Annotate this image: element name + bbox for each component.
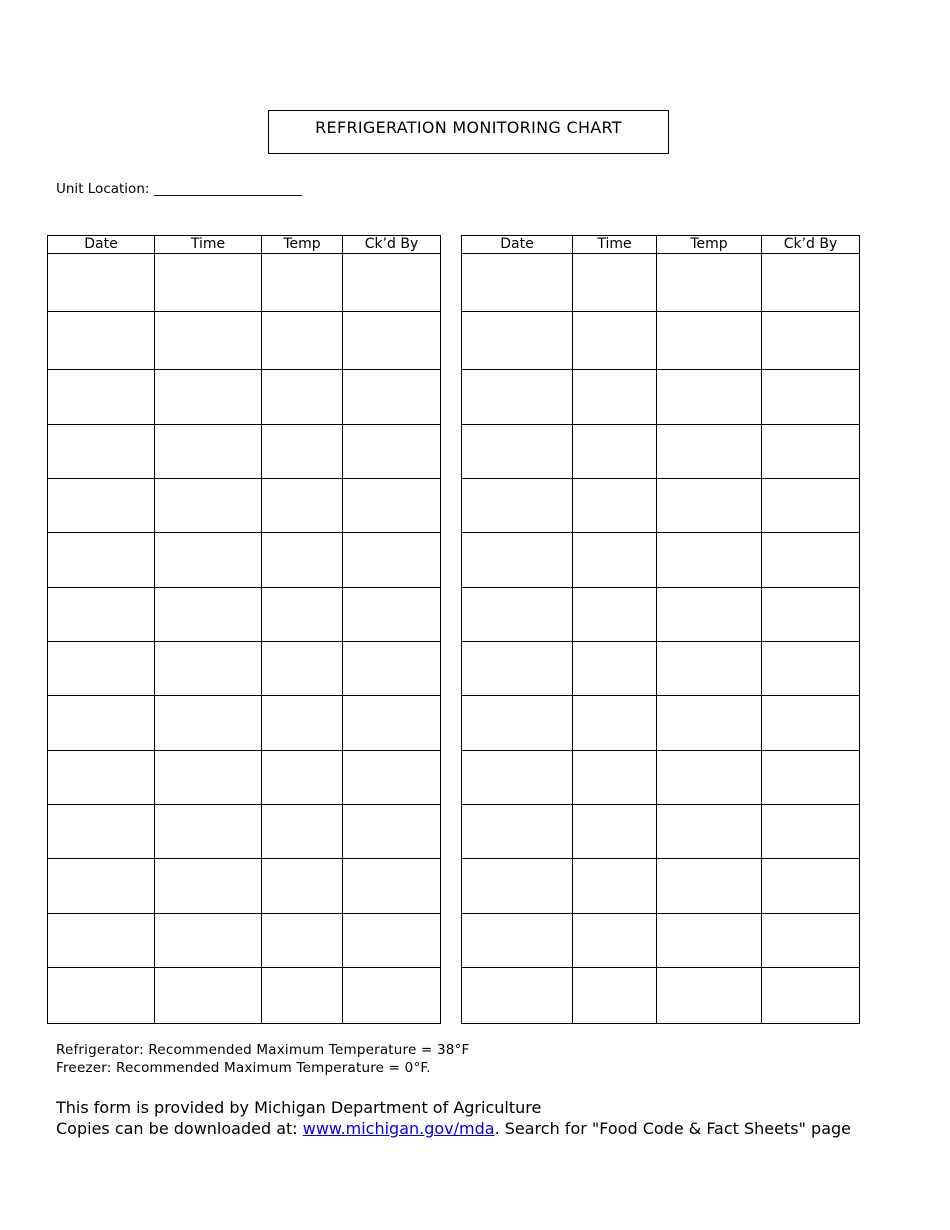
column-header-temp: Temp	[657, 236, 762, 254]
cell-temp[interactable]	[262, 696, 343, 751]
cell-date[interactable]	[462, 696, 573, 751]
cell-temp[interactable]	[657, 425, 762, 479]
cell-date[interactable]	[462, 312, 573, 370]
table-row	[462, 642, 860, 696]
cell-temp[interactable]	[262, 859, 343, 914]
cell-time[interactable]	[155, 751, 262, 805]
table-row	[48, 642, 441, 696]
table-row	[48, 805, 441, 859]
cell-date[interactable]	[462, 254, 573, 312]
cell-checked-by[interactable]	[762, 254, 860, 312]
table-row	[462, 968, 860, 1024]
cell-temp[interactable]	[657, 533, 762, 588]
cell-checked-by[interactable]	[343, 751, 441, 805]
cell-temp[interactable]	[657, 805, 762, 859]
cell-temp[interactable]	[262, 254, 343, 312]
cell-temp[interactable]	[657, 914, 762, 968]
table-row	[462, 914, 860, 968]
cell-checked-by[interactable]	[343, 805, 441, 859]
footer-download	[56, 1118, 851, 1139]
cell-checked-by[interactable]	[343, 914, 441, 968]
log-table-left	[47, 235, 441, 1024]
cell-time[interactable]	[573, 254, 657, 312]
cell-date[interactable]	[48, 751, 155, 805]
column-header-checked-by: Ck’d By	[343, 236, 441, 254]
cell-checked-by[interactable]	[762, 751, 860, 805]
cell-checked-by[interactable]	[762, 642, 860, 696]
cell-time[interactable]	[155, 479, 262, 533]
table-row	[48, 751, 441, 805]
unit-location	[56, 181, 302, 197]
cell-checked-by[interactable]	[762, 859, 860, 914]
refrigerator-note: Refrigerator: Recommended Maximum Temperature = 38°F	[56, 1042, 470, 1058]
cell-temp[interactable]	[657, 254, 762, 312]
cell-date[interactable]	[48, 805, 155, 859]
table-row	[462, 425, 860, 479]
cell-date[interactable]	[462, 805, 573, 859]
cell-checked-by[interactable]	[762, 914, 860, 968]
cell-temp[interactable]	[262, 370, 343, 425]
cell-date[interactable]	[48, 370, 155, 425]
cell-checked-by[interactable]	[762, 696, 860, 751]
cell-date[interactable]	[462, 968, 573, 1024]
cell-time[interactable]	[573, 588, 657, 642]
column-header-time: Time	[155, 236, 262, 254]
cell-temp[interactable]	[657, 642, 762, 696]
cell-date[interactable]	[462, 479, 573, 533]
table-row	[462, 751, 860, 805]
cell-date[interactable]	[462, 370, 573, 425]
cell-time[interactable]	[155, 312, 262, 370]
cell-date[interactable]	[462, 859, 573, 914]
cell-temp[interactable]	[262, 914, 343, 968]
table-row	[48, 254, 441, 312]
cell-temp[interactable]	[262, 805, 343, 859]
cell-time[interactable]	[573, 370, 657, 425]
cell-checked-by[interactable]	[343, 968, 441, 1024]
cell-time[interactable]	[573, 425, 657, 479]
cell-temp[interactable]	[657, 588, 762, 642]
cell-temp[interactable]	[657, 968, 762, 1024]
cell-checked-by[interactable]	[762, 805, 860, 859]
table-row	[462, 696, 860, 751]
cell-time[interactable]	[573, 859, 657, 914]
unit-location-blank[interactable]: ______________________	[153, 181, 303, 197]
cell-time[interactable]	[155, 533, 262, 588]
cell-temp[interactable]	[262, 588, 343, 642]
cell-checked-by[interactable]	[343, 859, 441, 914]
cell-time[interactable]	[155, 588, 262, 642]
cell-time[interactable]	[573, 914, 657, 968]
cell-date[interactable]	[48, 696, 155, 751]
cell-date[interactable]	[48, 914, 155, 968]
table-row	[48, 696, 441, 751]
cell-checked-by[interactable]	[762, 425, 860, 479]
table-row	[48, 588, 441, 642]
footer-provider: This form is provided by Michigan Department of Agriculture	[56, 1098, 542, 1117]
cell-time[interactable]	[573, 751, 657, 805]
cell-checked-by[interactable]	[762, 968, 860, 1024]
cell-time[interactable]	[573, 642, 657, 696]
cell-checked-by[interactable]	[762, 533, 860, 588]
table-row	[462, 588, 860, 642]
cell-checked-by[interactable]	[343, 642, 441, 696]
cell-time[interactable]	[155, 914, 262, 968]
cell-checked-by[interactable]	[343, 312, 441, 370]
cell-date[interactable]	[48, 533, 155, 588]
cell-checked-by[interactable]	[343, 533, 441, 588]
cell-date[interactable]	[462, 588, 573, 642]
cell-date[interactable]	[462, 751, 573, 805]
footer-download-prefix: Copies can be downloaded at:	[56, 1119, 303, 1138]
cell-date[interactable]	[48, 254, 155, 312]
cell-checked-by[interactable]	[762, 312, 860, 370]
cell-temp[interactable]	[262, 425, 343, 479]
cell-checked-by[interactable]	[343, 588, 441, 642]
table-row	[462, 479, 860, 533]
cell-checked-by[interactable]	[762, 479, 860, 533]
mda-link[interactable]: www.michigan.gov/mda	[302, 1119, 495, 1138]
cell-time[interactable]	[573, 312, 657, 370]
table-row	[48, 859, 441, 914]
cell-temp[interactable]	[657, 859, 762, 914]
cell-temp[interactable]	[657, 696, 762, 751]
cell-time[interactable]	[573, 805, 657, 859]
cell-date[interactable]	[462, 425, 573, 479]
table-row	[48, 370, 441, 425]
cell-date[interactable]	[462, 533, 573, 588]
table-row	[462, 805, 860, 859]
cell-date[interactable]	[462, 642, 573, 696]
table-row	[462, 370, 860, 425]
freezer-note: Freezer: Recommended Maximum Temperature = 0°F.	[56, 1060, 431, 1076]
cell-temp[interactable]	[262, 968, 343, 1024]
temperature-notes	[56, 1041, 470, 1077]
cell-checked-by[interactable]	[343, 425, 441, 479]
table-row	[462, 254, 860, 312]
footer-download-suffix: . Search for "Food Code & Fact Sheets" page	[494, 1119, 852, 1138]
table-row	[48, 479, 441, 533]
cell-checked-by[interactable]	[762, 370, 860, 425]
cell-checked-by[interactable]	[343, 696, 441, 751]
cell-time[interactable]	[155, 425, 262, 479]
page-title: REFRIGERATION MONITORING CHART	[268, 110, 669, 154]
cell-temp[interactable]	[262, 479, 343, 533]
cell-date[interactable]	[48, 642, 155, 696]
cell-date[interactable]	[48, 588, 155, 642]
cell-time[interactable]	[155, 642, 262, 696]
table-row	[462, 859, 860, 914]
cell-time[interactable]	[573, 533, 657, 588]
cell-checked-by[interactable]	[343, 254, 441, 312]
table-row	[48, 914, 441, 968]
footer	[56, 1097, 851, 1139]
log-table-right	[461, 235, 860, 1024]
cell-temp[interactable]	[657, 751, 762, 805]
cell-time[interactable]	[573, 696, 657, 751]
cell-checked-by[interactable]	[343, 479, 441, 533]
cell-temp[interactable]	[262, 642, 343, 696]
table-row	[48, 968, 441, 1024]
cell-time[interactable]	[155, 859, 262, 914]
cell-date[interactable]	[48, 968, 155, 1024]
cell-temp[interactable]	[657, 479, 762, 533]
column-header-date: Date	[48, 236, 155, 254]
header-row	[48, 236, 441, 254]
table-row	[48, 533, 441, 588]
table-row	[462, 533, 860, 588]
cell-time[interactable]	[573, 479, 657, 533]
cell-time[interactable]	[155, 805, 262, 859]
column-header-time: Time	[573, 236, 657, 254]
cell-temp[interactable]	[657, 312, 762, 370]
cell-time[interactable]	[573, 968, 657, 1024]
cell-time[interactable]	[155, 696, 262, 751]
cell-date[interactable]	[462, 914, 573, 968]
table-row	[48, 312, 441, 370]
cell-checked-by[interactable]	[762, 588, 860, 642]
column-header-date: Date	[462, 236, 573, 254]
table-row	[462, 312, 860, 370]
cell-date[interactable]	[48, 312, 155, 370]
cell-time[interactable]	[155, 254, 262, 312]
header-row	[462, 236, 860, 254]
table-row	[48, 425, 441, 479]
cell-date[interactable]	[48, 859, 155, 914]
cell-temp[interactable]	[657, 370, 762, 425]
column-header-checked-by: Ck’d By	[762, 236, 860, 254]
cell-checked-by[interactable]	[343, 370, 441, 425]
cell-temp[interactable]	[262, 533, 343, 588]
unit-location-label: Unit Location:	[56, 181, 150, 197]
cell-date[interactable]	[48, 479, 155, 533]
cell-date[interactable]	[48, 425, 155, 479]
cell-time[interactable]	[155, 370, 262, 425]
cell-temp[interactable]	[262, 751, 343, 805]
cell-time[interactable]	[155, 968, 262, 1024]
cell-temp[interactable]	[262, 312, 343, 370]
column-header-temp: Temp	[262, 236, 343, 254]
